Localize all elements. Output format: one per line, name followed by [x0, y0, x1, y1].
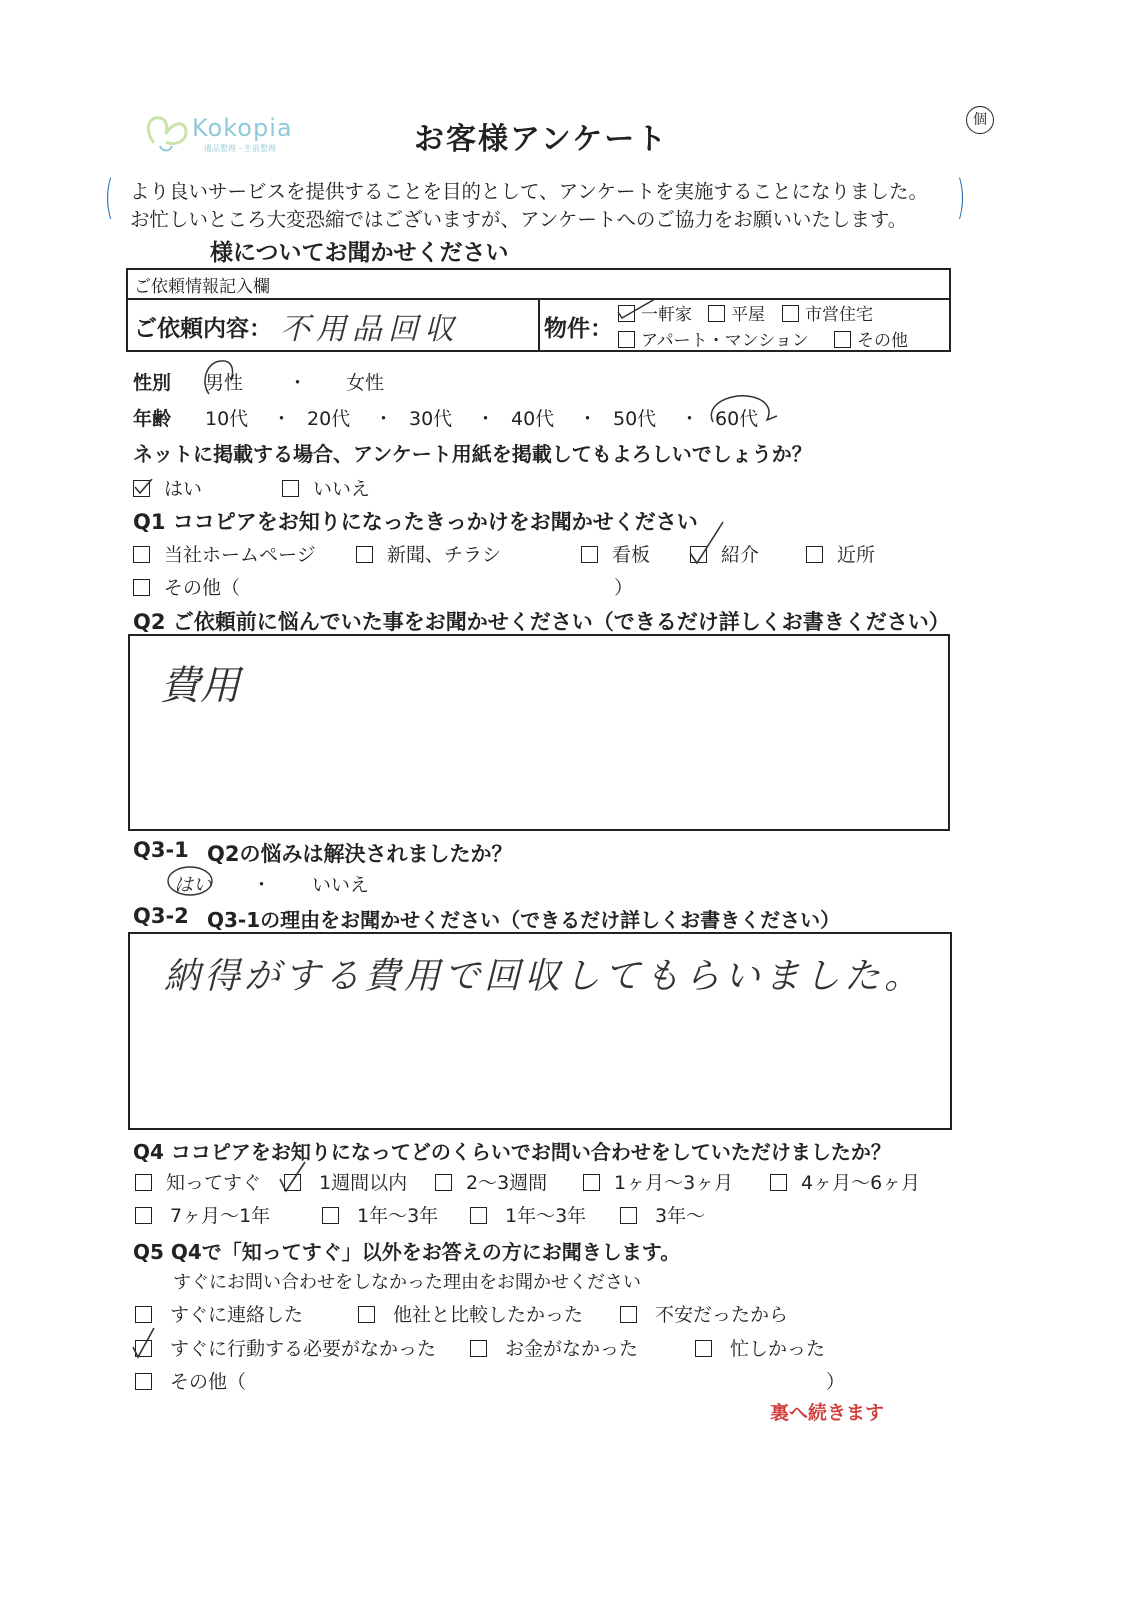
property-apartment-label: アパート・マンション	[641, 331, 809, 351]
q5-subtext: すぐにお問い合わせをしなかった理由をお聞かせください	[173, 1272, 641, 1293]
age-option-30[interactable]: 30代	[409, 408, 453, 430]
logo-mark-icon	[142, 108, 192, 158]
q4-immediately-label: 知ってすぐ	[166, 1172, 262, 1194]
check-mark-icon	[617, 298, 657, 320]
q5-no-money-checkbox[interactable]	[470, 1340, 487, 1357]
q4-opt-1-3years-a[interactable]	[322, 1201, 438, 1228]
age-sep-5: ・	[680, 408, 700, 430]
publish-yes-label: はい	[164, 478, 203, 500]
q4-opt-4-6months[interactable]	[770, 1168, 920, 1195]
q5-no-need-checkbox[interactable]	[135, 1340, 152, 1357]
check-mark-icon	[279, 1161, 309, 1195]
q3-2-answer-box[interactable]	[128, 932, 952, 1130]
q2-answer-box[interactable]	[128, 634, 950, 831]
check-mark-icon	[134, 479, 154, 497]
q3-1-yes[interactable]	[174, 870, 212, 897]
gender-male[interactable]	[205, 368, 243, 395]
publish-yes[interactable]	[133, 474, 202, 501]
q5-opt-anxious[interactable]	[620, 1300, 788, 1327]
section-title: 様についてお聞かせください	[210, 240, 509, 266]
gender-female[interactable]: 女性	[346, 372, 385, 394]
q3-1-no[interactable]: いいえ	[312, 874, 370, 896]
publish-yes-checkbox[interactable]	[133, 480, 150, 497]
age-sep-3: ・	[476, 408, 496, 430]
q5-other-label: その他（	[170, 1371, 247, 1393]
q2-question: Q2 ご依頼前に悩んでいた事をお聞かせください（できるだけ詳しくお書きください）	[133, 610, 950, 634]
q5-no-money-label: お金がなかった	[505, 1338, 639, 1360]
age-label: 年齢	[133, 408, 172, 430]
logo-subtext: 遺品整理・生前整理	[204, 144, 276, 153]
q1-homepage-checkbox[interactable]	[133, 546, 150, 563]
publish-no[interactable]	[282, 474, 370, 501]
q5-contacted-label: すぐに連絡した	[170, 1304, 304, 1326]
q5-compare-label: 他社と比較したかった	[393, 1304, 584, 1326]
q4-question: Q4 ココピアをお知りになってどのくらいでお問い合わせをしていただけましたか？	[133, 1140, 891, 1164]
request-vertical-divider	[538, 298, 540, 352]
continue-note: 裏へ続きます	[770, 1402, 885, 1424]
q4-2-3weeks-label: 2〜3週間	[466, 1172, 548, 1194]
property-flat-checkbox[interactable]	[708, 305, 725, 322]
q3-2-answer-text: 納得がする費用で回収してもらいました。	[164, 956, 925, 997]
property-other-checkbox[interactable]	[834, 331, 851, 348]
q2-answer-text: 費用	[160, 663, 240, 709]
q1-opt-referral[interactable]	[690, 540, 759, 567]
q1-opt-neighborhood[interactable]	[806, 540, 875, 567]
publish-question: ネットに掲載する場合、アンケート用紙を掲載してもよろしいでしょうか？	[133, 442, 812, 466]
property-house-label: 一軒家	[641, 305, 692, 325]
q1-referral-checkbox[interactable]	[690, 546, 707, 563]
q4-opt-2-3weeks[interactable]	[435, 1168, 547, 1195]
q4-opt-1-3years-b[interactable]	[470, 1201, 586, 1228]
q1-other-checkbox[interactable]	[133, 579, 150, 596]
corner-mark-text: 個	[973, 112, 987, 128]
q5-opt-contacted[interactable]	[135, 1300, 303, 1327]
page-title: お客様アンケート	[414, 122, 669, 157]
q1-homepage-label: 当社ホームページ	[164, 544, 316, 566]
q5-busy-label: 忙しかった	[730, 1338, 826, 1360]
property-opt-other[interactable]	[834, 326, 908, 351]
q3-1-number: Q3-1	[133, 838, 189, 862]
q4-4-6months-label: 4ヶ月〜6ヶ月	[801, 1172, 921, 1194]
intro-close-bracket: )	[956, 170, 966, 224]
q5-opt-other[interactable]	[135, 1367, 246, 1394]
q1-signboard-label: 看板	[612, 544, 651, 566]
age-option-60-text: 60代	[715, 408, 759, 430]
q4-1-3months-checkbox[interactable]	[583, 1174, 600, 1191]
age-option-20[interactable]: 20代	[307, 408, 351, 430]
check-mark-icon	[689, 521, 725, 565]
q1-neighborhood-label: 近所	[837, 544, 876, 566]
gender-male-text: 男性	[205, 372, 244, 394]
q4-7m-1y-checkbox[interactable]	[135, 1207, 152, 1224]
selection-circle-icon	[707, 392, 779, 438]
q4-opt-7m-1y[interactable]	[135, 1201, 270, 1228]
property-flat-label: 平屋	[731, 305, 765, 325]
q5-opt-no-need[interactable]	[135, 1334, 436, 1361]
q3-1-yes-text: はい	[174, 874, 213, 896]
property-other-label: その他	[857, 331, 908, 351]
q1-other-label: その他（	[164, 577, 241, 599]
q5-anxious-label: 不安だったから	[655, 1304, 789, 1326]
q4-immediately-checkbox[interactable]	[135, 1174, 152, 1191]
age-option-60[interactable]	[715, 404, 758, 431]
property-opt-flat[interactable]	[708, 300, 765, 325]
q4-3years-plus-label: 3年〜	[655, 1205, 706, 1227]
q5-compare-checkbox[interactable]	[358, 1306, 375, 1323]
property-opt-municipal[interactable]	[782, 300, 873, 325]
age-sep-2: ・	[374, 408, 394, 430]
q1-opt-homepage[interactable]	[133, 540, 316, 567]
property-opt-apartment[interactable]	[618, 326, 809, 351]
q1-opt-newspaper[interactable]	[356, 540, 501, 567]
property-house-checkbox[interactable]	[618, 305, 635, 322]
request-content-label: ご依頼内容：	[134, 316, 272, 342]
q4-opt-immediately[interactable]	[135, 1168, 261, 1195]
property-municipal-label: 市営住宅	[805, 305, 873, 325]
q4-opt-1week[interactable]	[284, 1168, 407, 1195]
q1-referral-label: 紹介	[721, 544, 760, 566]
q4-1-3years-b-checkbox[interactable]	[470, 1207, 487, 1224]
q4-1-3years-b-label: 1年〜3年	[505, 1205, 587, 1227]
q5-contacted-checkbox[interactable]	[135, 1306, 152, 1323]
q4-4-6months-checkbox[interactable]	[770, 1174, 787, 1191]
q4-3years-plus-checkbox[interactable]	[620, 1207, 637, 1224]
q5-other-checkbox[interactable]	[135, 1373, 152, 1390]
q5-anxious-checkbox[interactable]	[620, 1306, 637, 1323]
selection-circle-icon	[201, 358, 243, 398]
request-caption: ご依頼情報記入欄	[134, 277, 270, 297]
intro-open-bracket: (	[104, 170, 114, 224]
gender-sep: ・	[288, 372, 308, 394]
q4-1-3years-a-label: 1年〜3年	[357, 1205, 439, 1227]
intro-line-2: お忙しいところ大変恐縮ではございますが、アンケートへのご協力をお願いいたします。	[130, 208, 908, 231]
q4-opt-3years-plus[interactable]	[620, 1201, 705, 1228]
publish-no-label: いいえ	[313, 478, 371, 500]
logo-text: Kokopia	[192, 114, 293, 142]
q5-question: Q5 Q4で「知ってすぐ」以外をお答えの方にお聞きします。	[133, 1240, 681, 1264]
property-municipal-checkbox[interactable]	[782, 305, 799, 322]
q4-1week-label: 1週間以内	[319, 1172, 408, 1194]
q5-other-close: ）	[826, 1371, 846, 1393]
age-sep-1: ・	[272, 408, 292, 430]
age-option-50[interactable]: 50代	[613, 408, 657, 430]
q5-opt-compare[interactable]	[358, 1300, 583, 1327]
q1-opt-signboard[interactable]	[581, 540, 650, 567]
q1-newspaper-checkbox[interactable]	[356, 546, 373, 563]
q5-busy-checkbox[interactable]	[695, 1340, 712, 1357]
q5-no-need-label: すぐに行動する必要がなかった	[170, 1338, 437, 1360]
gender-label: 性別	[133, 372, 172, 394]
q5-opt-busy[interactable]	[695, 1334, 825, 1361]
q4-opt-1-3months[interactable]	[583, 1168, 733, 1195]
selection-circle-icon	[166, 862, 218, 900]
q4-1-3months-label: 1ヶ月〜3ヶ月	[614, 1172, 734, 1194]
age-option-40[interactable]: 40代	[511, 408, 555, 430]
q1-opt-other[interactable]	[133, 573, 240, 600]
q3-2-number: Q3-2	[133, 904, 189, 928]
property-label: 物件：	[544, 316, 613, 342]
q4-2-3weeks-checkbox[interactable]	[435, 1174, 452, 1191]
q3-1-sep: ・	[252, 874, 272, 896]
q1-newspaper-label: 新聞、チラシ	[387, 544, 502, 566]
corner-mark	[966, 106, 994, 134]
q1-neighborhood-checkbox[interactable]	[806, 546, 823, 563]
request-content-value[interactable]: 不用品回収	[280, 312, 460, 347]
age-sep-4: ・	[578, 408, 598, 430]
q3-2-question: Q3-1の理由をお聞かせください（できるだけ詳しくお書きください）	[207, 908, 841, 932]
q4-7m-1y-label: 7ヶ月〜1年	[170, 1205, 271, 1227]
check-mark-icon	[132, 1327, 158, 1361]
intro-line-1: より良いサービスを提供することを目的として、アンケートを実施することになりました。	[130, 180, 928, 203]
property-opt-house[interactable]	[618, 300, 692, 325]
q5-opt-no-money[interactable]	[470, 1334, 638, 1361]
q1-signboard-checkbox[interactable]	[581, 546, 598, 563]
age-option-10[interactable]: 10代	[205, 408, 249, 430]
q1-question: Q1 ココピアをお知りになったきっかけをお聞かせください	[133, 510, 698, 534]
logo	[142, 108, 302, 158]
q1-other-close: ）	[614, 577, 634, 599]
publish-no-checkbox[interactable]	[282, 480, 299, 497]
q3-1-question: Q2の悩みは解決されましたか？	[207, 842, 513, 866]
property-apartment-checkbox[interactable]	[618, 331, 635, 348]
q4-1week-checkbox[interactable]	[284, 1174, 301, 1191]
q4-1-3years-a-checkbox[interactable]	[322, 1207, 339, 1224]
request-info-box	[126, 268, 951, 352]
